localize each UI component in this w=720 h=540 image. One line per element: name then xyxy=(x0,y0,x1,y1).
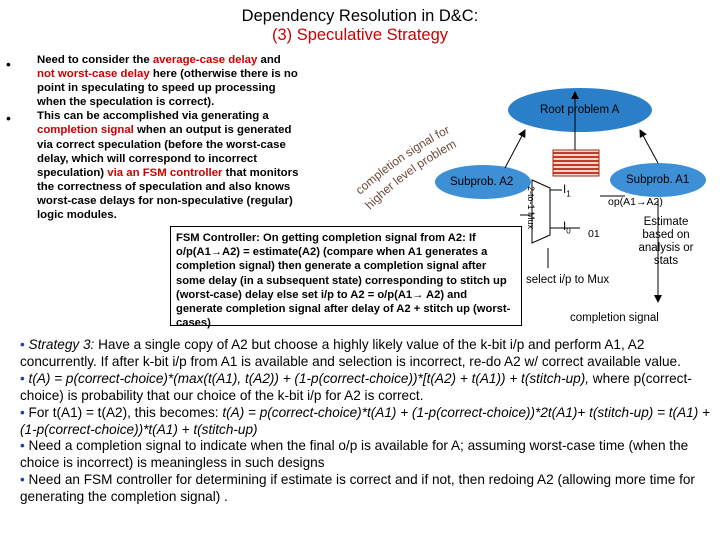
zero-one-label: 01 xyxy=(588,228,600,240)
strategy-para-5: • Need an FSM controller for determining if estimate is correct and if not, then redoing A2 (allowing more time for generating the completion signal) . xyxy=(20,472,695,505)
arc-line-1: completion signal for xyxy=(352,122,452,198)
strategy-para-4: • Need a completion signal to indicate when the final o/p is available for A; assuming worst-case time (when the choice is incorrect) is meaningless in such designs xyxy=(20,438,689,471)
slide-title: Dependency Resolution in D&C: xyxy=(241,7,479,25)
slide-subtitle: (3) Speculative Strategy xyxy=(271,26,449,44)
arc-line-2: higher level problem xyxy=(362,136,459,213)
arrow-a2-up xyxy=(505,130,525,168)
fsm-controller-box: FSM Controller: On getting completion signal from A2: If o/p(A1→A2) = estimate(A2) (compare when A1 generates a completion signal) then generate a completion signal after some delay (in a subsequent state) corresponding to stitch up (worst-case) delay else set i/p to A2 = o/p(A1→ A2) and generate completion signal after delay of A2 + stitch up (worst-cases) xyxy=(170,226,522,326)
strategy-para-3: • For t(A1) = t(A2), this becomes: t(A) = p(correct-choice)*t(A1) + (1-p(correct-choice))*2t(A1)+ t(stitch-up) = t(A1) + (1-p(correct-choice))*t(A1) + t(stitch-up) xyxy=(20,404,710,437)
root-problem-label: Root problem A xyxy=(540,104,620,116)
subprob-a1-label: Subprob. A1 xyxy=(626,174,690,186)
intro-bullet-1: Need to consider the average-case delay and not worst-case delay here (otherwise there is no point in speculating to speed up processing when the speculation is correct). xyxy=(37,54,298,109)
input-i1-label: $I_1$ xyxy=(563,184,571,199)
mux-label: 2-to-1 Mux xyxy=(526,186,536,230)
input-i0-label: $I_0$ xyxy=(563,221,571,236)
strategy-text xyxy=(20,337,710,506)
op-label: op(A1→A2) xyxy=(608,196,663,208)
register-block xyxy=(553,150,599,176)
strategy-para-1: • Strategy 3: Have a single copy of A2 but choose a highly likely value of the k-bit i/p and perform A1, A2 concurrently. If after k-bit i/p from A1 is available and selection is incorrect, re-do A2 w/ correct available value. xyxy=(20,337,681,369)
strategy-para-2: • t(A) = p(correct-choice)*(max(t(A1), t(A2)) + (1-p(correct-choice))*[t(A2) + t(A1)) + t(stitch-up), where p(correct-choice) is probability that our choice of the k-bit i/p for A2 is correct. xyxy=(20,370,692,403)
completion-arc-text xyxy=(350,115,470,215)
select-label: select i/p to Mux xyxy=(526,274,610,286)
intro-bullet-2: This can be accomplished via generating a completion signal when an output is generated via correct speculation (before the worst-case delay, which will correspond to incorrect speculation) via an FSM controller that monitors the correctness of speculation and also knows worst-case delays for non-speculative (regular) logic modules. xyxy=(37,110,299,222)
estimate-label: Estimate based on analysis or stats xyxy=(638,216,694,267)
subprob-a2-label: Subprob. A2 xyxy=(450,176,514,188)
bullet-2: • xyxy=(6,110,11,126)
bullet-1: • xyxy=(6,56,11,72)
arrow-a1-up xyxy=(640,130,658,163)
completion-signal-label: completion signal xyxy=(570,312,659,324)
